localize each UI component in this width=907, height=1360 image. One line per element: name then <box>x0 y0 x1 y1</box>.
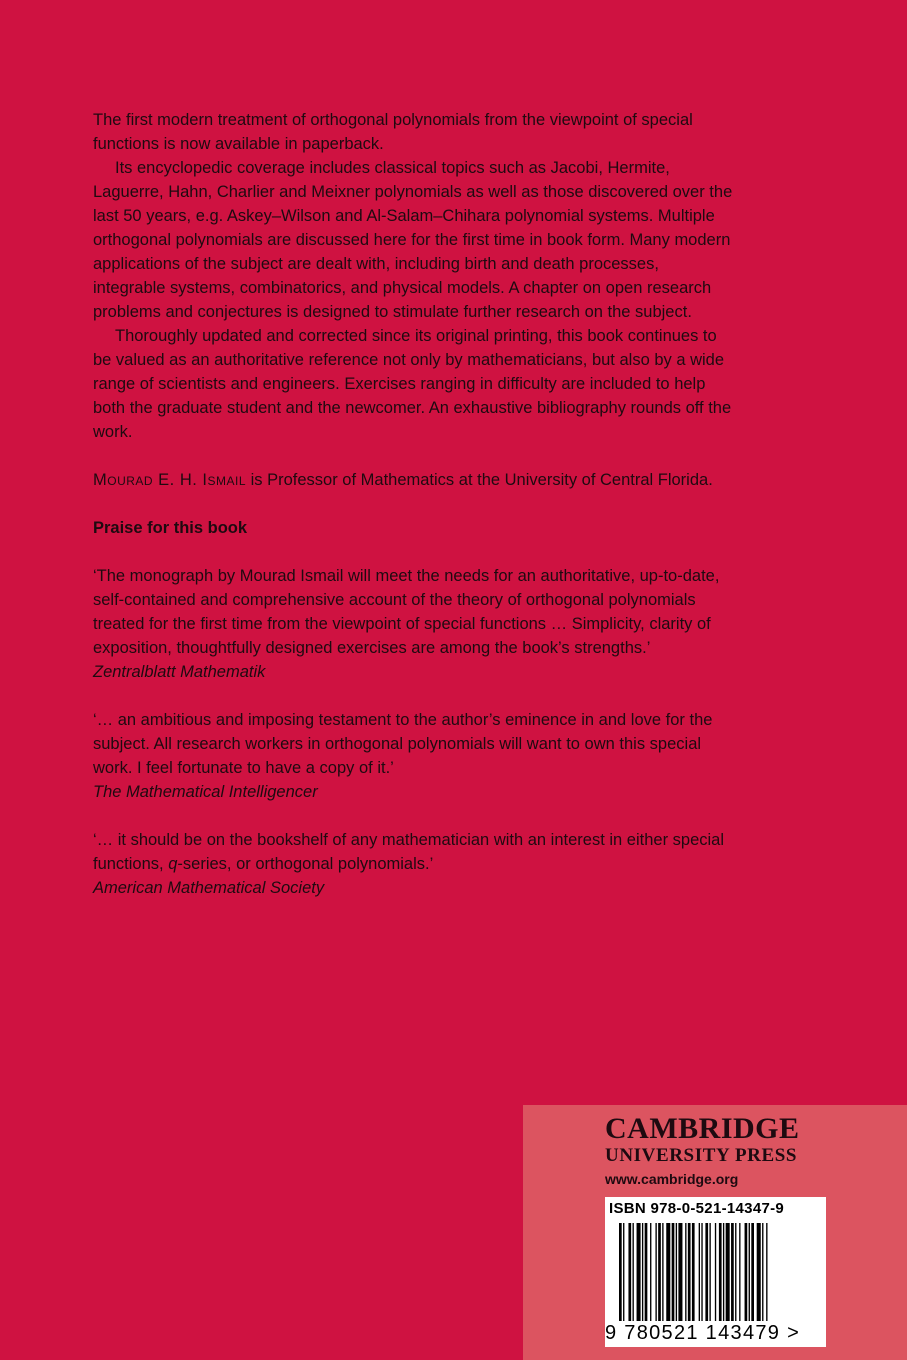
barcode-bar <box>628 1223 631 1321</box>
barcode-bar <box>678 1223 682 1321</box>
praise-heading: Praise for this book <box>93 519 248 537</box>
barcode-bar <box>692 1223 695 1321</box>
barcode-bar <box>745 1223 748 1321</box>
barcode-bar <box>766 1223 767 1321</box>
publisher-logo-name: CAMBRIDGE <box>605 1112 800 1145</box>
quote-text: ‘The monograph by Mourad Ismail will meet the needs for an authoritative, up-to-date, self-contained and comprehensive account of the theory of orthogonal polynomials treated for the first time from the viewpoint of special functions … Simplicity, clarity of exposition, thoughtfully designed exercises are among the book’s strengths.’ <box>93 567 720 657</box>
praise-quote <box>93 828 733 900</box>
barcode-bar <box>650 1223 651 1321</box>
barcode-bars <box>619 1223 813 1321</box>
barcode-bar <box>662 1223 663 1321</box>
publisher-url: www.cambridge.org <box>605 1171 739 1187</box>
description-paragraph-3: Thoroughly updated and corrected since its original printing, this book continues to be valued as an authoritative reference not only by mathematicians, but also by a wide range of scientists and engineers. Exercises ranging in difficulty are included to help both the graduate student and the newcomer. An exhaustive bibliography rounds off the work. <box>93 327 732 441</box>
barcode-bar <box>672 1223 675 1321</box>
barcode-bar <box>701 1223 702 1321</box>
praise-quote <box>93 708 733 804</box>
barcode-digits: 9 780521 143479 > <box>605 1322 801 1344</box>
barcode-bar <box>658 1223 661 1321</box>
barcode-bar <box>645 1223 648 1321</box>
barcode-bar <box>705 1223 708 1321</box>
barcode-bar <box>685 1223 686 1321</box>
barcode-bar <box>699 1223 700 1321</box>
author-name: Mourad E. H. Ismail <box>93 471 247 489</box>
barcode-bar <box>633 1223 634 1321</box>
quote-text <box>93 828 733 876</box>
quote-text: ‘… an ambitious and imposing testament to the author’s eminence in and love for the subject. All research workers in orthogonal polynomials will want to own this special work. I feel fortunate to have a copy of it.’ <box>93 711 713 777</box>
barcode-bar <box>715 1223 716 1321</box>
barcode-bar <box>757 1223 761 1321</box>
quote-text-part: ‘… it should be on the bookshelf of any mathematician with an interest in either special functions, <box>93 831 725 873</box>
barcode-bar <box>709 1223 710 1321</box>
barcode-bar <box>749 1223 750 1321</box>
barcode-bar <box>676 1223 677 1321</box>
quote-text-italic: q <box>168 855 178 873</box>
publisher-box <box>523 1105 907 1360</box>
description-paragraph-2: Its encyclopedic coverage includes classical topics such as Jacobi, Hermite, Laguerre, Hahn, Charlier and Meixner polynomials as well as those discovered over the last 50 years, e.g. Askey–Wilson and Al-Salam–Chihara polynomial systems. Multiple orthogonal polynomials are discussed here for the first time in book form. Many modern applications of the subject are dealt with, including birth and death processes, integrable systems, combinatorics, and physical models. A chapter on open research problems and conjectures is designed to stimulate further research on the subject. <box>93 159 733 321</box>
author-bio <box>93 468 733 492</box>
publisher-logo-subname: UNIVERSITY PRESS <box>605 1145 798 1166</box>
barcode-bar <box>619 1223 622 1321</box>
barcode-bar <box>726 1223 730 1321</box>
quote-source: Zentralblatt Mathematik <box>93 663 266 681</box>
barcode-bar <box>642 1223 643 1321</box>
cover-text-block <box>93 108 733 900</box>
barcode-bar <box>666 1223 670 1321</box>
isbn-label: ISBN 978-0-521-14347-9 <box>609 1200 785 1217</box>
barcode-bar <box>731 1223 734 1321</box>
quote-text-part: -series, or orthogonal polynomials.’ <box>177 855 434 873</box>
description-paragraph-1: The first modern treatment of orthogonal polynomials from the viewpoint of special functions is now available in paperback. <box>93 111 693 153</box>
barcode-bar <box>723 1223 724 1321</box>
quote-source: The Mathematical Intelligencer <box>93 783 318 801</box>
isbn-barcode <box>605 1197 826 1347</box>
barcode-bar <box>751 1223 754 1321</box>
barcode-bar <box>688 1223 691 1321</box>
barcode-bar <box>623 1223 624 1321</box>
barcode-bar <box>739 1223 740 1321</box>
barcode-bar <box>719 1223 722 1321</box>
barcode-bar <box>762 1223 763 1321</box>
quote-source: American Mathematical Society <box>93 879 325 897</box>
barcode-bar <box>735 1223 736 1321</box>
author-bio-text: is Professor of Mathematics at the University of Central Florida. <box>246 471 713 489</box>
barcode-bar <box>637 1223 641 1321</box>
praise-quote <box>93 564 733 684</box>
barcode-bar <box>655 1223 656 1321</box>
